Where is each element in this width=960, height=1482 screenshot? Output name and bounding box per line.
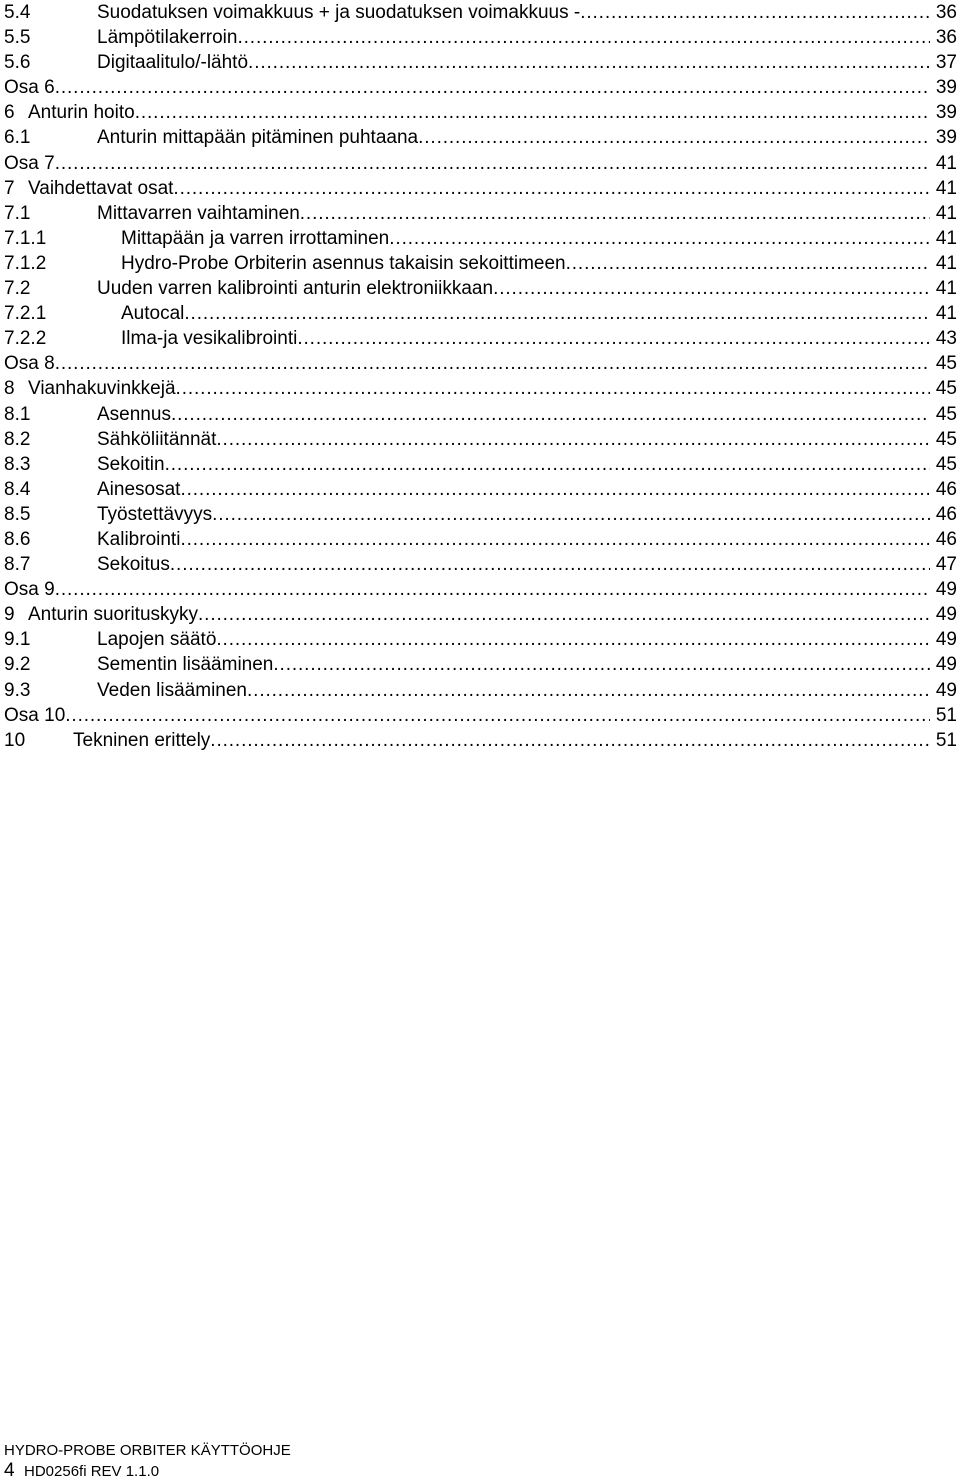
toc-entry-number: 9.3 bbox=[4, 679, 31, 701]
toc-entry-number: 8.2 bbox=[4, 428, 31, 450]
toc-entry-title: Ilma-ja vesikalibrointi bbox=[121, 328, 298, 350]
toc-entry[interactable] bbox=[4, 226, 957, 251]
toc-entry-number: 9 bbox=[4, 604, 15, 626]
toc-entry[interactable] bbox=[4, 251, 957, 276]
toc-entry[interactable] bbox=[4, 427, 957, 452]
toc-entry-number: 5.6 bbox=[4, 52, 31, 74]
footer-doc-title: HYDRO-PROBE ORBITER KÄYTTÖOHJE bbox=[4, 1442, 291, 1459]
toc-entry-number: 8 bbox=[4, 378, 15, 400]
toc-entry-title: Anturin mittapään pitäminen puhtaana bbox=[97, 127, 419, 149]
toc-entry-page: 45 bbox=[935, 353, 957, 375]
toc-dot-leader bbox=[55, 351, 930, 376]
page-footer bbox=[4, 1441, 291, 1482]
toc-entry[interactable] bbox=[4, 678, 957, 703]
toc-entry-page: 46 bbox=[935, 478, 957, 500]
toc-dot-leader bbox=[198, 602, 930, 627]
toc-dot-leader bbox=[171, 402, 930, 427]
toc-dot-leader bbox=[65, 703, 930, 728]
toc-dot-leader bbox=[216, 627, 929, 652]
toc-dot-leader bbox=[493, 276, 930, 301]
toc-entry-number: 8.3 bbox=[4, 453, 31, 475]
toc-dot-leader bbox=[212, 502, 930, 527]
footer-doc-code: HD0256fi REV 1.1.0 bbox=[24, 1463, 160, 1480]
toc-entry[interactable] bbox=[4, 477, 957, 502]
toc-entry-number: 5.5 bbox=[4, 27, 31, 49]
toc-entry-page: 39 bbox=[935, 77, 957, 99]
toc-dot-leader bbox=[216, 427, 929, 452]
toc-entry-title: Anturin suorituskyky bbox=[28, 604, 199, 626]
toc-entry-page: 41 bbox=[935, 177, 957, 199]
toc-entry-number: 7.2.1 bbox=[4, 303, 47, 325]
toc-entry-page: 41 bbox=[935, 202, 957, 224]
toc-entry-title: Uuden varren kalibrointi anturin elektroniikkaan bbox=[97, 278, 494, 300]
toc-entry[interactable] bbox=[4, 728, 957, 753]
toc-entry-title: Mittapään ja varren irrottaminen bbox=[121, 227, 390, 249]
toc-entry-page: 41 bbox=[935, 252, 957, 274]
toc-dot-leader bbox=[210, 728, 930, 753]
toc-entry[interactable] bbox=[4, 652, 957, 677]
toc-entry[interactable] bbox=[4, 75, 957, 100]
toc-entry-title: Osa 6 bbox=[4, 77, 55, 99]
toc-entry-page: 49 bbox=[935, 629, 957, 651]
toc-entry-number: 9.1 bbox=[4, 629, 31, 651]
toc-dot-leader bbox=[237, 25, 929, 50]
toc-entry[interactable] bbox=[4, 703, 957, 728]
toc-entry-title: Vianhakuvinkkejä bbox=[28, 378, 176, 400]
toc-entry-number: 7.1 bbox=[4, 202, 31, 224]
toc-entry-title: Osa 8 bbox=[4, 353, 55, 375]
toc-entry-page: 47 bbox=[935, 554, 957, 576]
toc-entry[interactable] bbox=[4, 351, 957, 376]
toc-entry-page: 39 bbox=[935, 127, 957, 149]
toc-entry[interactable] bbox=[4, 527, 957, 552]
toc-dot-leader bbox=[580, 0, 930, 25]
toc-entry-page: 39 bbox=[935, 102, 957, 124]
toc-entry[interactable] bbox=[4, 25, 957, 50]
toc-entry-title: Sekoitin bbox=[97, 453, 165, 475]
toc-dot-leader bbox=[297, 326, 930, 351]
toc-entry-title: Osa 10 bbox=[4, 704, 66, 726]
toc-entry-page: 45 bbox=[935, 378, 957, 400]
toc-entry-title: Hydro-Probe Orbiterin asennus takaisin sekoittimeen bbox=[121, 252, 566, 274]
toc-dot-leader bbox=[176, 376, 930, 401]
toc-entry-title: Digitaalitulo/-lähtö bbox=[97, 52, 249, 74]
toc-entry-title: Asennus bbox=[97, 403, 171, 425]
toc-entry-number: 8.4 bbox=[4, 478, 31, 500]
toc-entry[interactable] bbox=[4, 502, 957, 527]
toc-entry[interactable] bbox=[4, 0, 957, 25]
toc-entry-number: 8.7 bbox=[4, 554, 31, 576]
toc-entry-title: Lämpötilakerroin bbox=[97, 27, 238, 49]
toc-dot-leader bbox=[273, 652, 929, 677]
toc-entry-title: Veden lisääminen bbox=[97, 679, 247, 701]
toc-entry-number: 10 bbox=[4, 729, 26, 751]
toc-dot-leader bbox=[170, 552, 930, 577]
toc-dot-leader bbox=[418, 125, 930, 150]
toc-entry-number: 6 bbox=[4, 102, 15, 124]
toc-entry[interactable] bbox=[4, 50, 957, 75]
toc-entry[interactable] bbox=[4, 301, 957, 326]
toc-entry-title: Sekoitus bbox=[97, 554, 170, 576]
toc-dot-leader bbox=[566, 251, 930, 276]
toc-entry-title: Lapojen säätö bbox=[97, 629, 217, 651]
toc-entry[interactable] bbox=[4, 552, 957, 577]
toc-entry-page: 49 bbox=[935, 604, 957, 626]
toc-entry[interactable] bbox=[4, 577, 957, 602]
toc-entry-page: 46 bbox=[935, 503, 957, 525]
toc-entry-title: Autocal bbox=[121, 303, 185, 325]
toc-entry-page: 41 bbox=[935, 227, 957, 249]
toc-entry-title: Sementin lisääminen bbox=[97, 654, 274, 676]
toc-entry[interactable] bbox=[4, 402, 957, 427]
toc-entry[interactable] bbox=[4, 125, 957, 150]
toc-dot-leader bbox=[55, 151, 930, 176]
toc-entry-page: 51 bbox=[935, 704, 957, 726]
toc-entry-page: 41 bbox=[935, 303, 957, 325]
toc-dot-leader bbox=[389, 226, 930, 251]
toc-entry-page: 46 bbox=[935, 528, 957, 550]
toc-entry[interactable] bbox=[4, 602, 957, 627]
toc-entry[interactable] bbox=[4, 326, 957, 351]
toc-entry-page: 49 bbox=[935, 679, 957, 701]
toc-entry-title: Osa 7 bbox=[4, 152, 55, 174]
toc-entry-number: 7.1.1 bbox=[4, 227, 47, 249]
toc-entry-number: 8.5 bbox=[4, 503, 31, 525]
toc-entry-page: 45 bbox=[935, 403, 957, 425]
toc-entry-page: 51 bbox=[935, 729, 957, 751]
table-of-contents bbox=[4, 0, 957, 753]
toc-entry-number: 9.2 bbox=[4, 654, 31, 676]
toc-entry-title: Sähköliitännät bbox=[97, 428, 217, 450]
toc-entry-number: 6.1 bbox=[4, 127, 31, 149]
toc-entry[interactable] bbox=[4, 376, 957, 401]
toc-entry-title: Anturin hoito bbox=[28, 102, 135, 124]
toc-entry-number: 7.1.2 bbox=[4, 252, 47, 274]
toc-entry-number: 7.2 bbox=[4, 278, 31, 300]
toc-entry-title: Vaihdettavat osat bbox=[28, 177, 174, 199]
toc-dot-leader bbox=[55, 75, 930, 100]
toc-dot-leader bbox=[248, 50, 930, 75]
toc-dot-leader bbox=[173, 176, 929, 201]
footer-page-number: 4 bbox=[4, 1460, 15, 1481]
toc-entry-page: 45 bbox=[935, 453, 957, 475]
toc-entry-title: Mittavarren vaihtaminen bbox=[97, 202, 300, 224]
toc-dot-leader bbox=[165, 452, 930, 477]
toc-entry-number: 8.1 bbox=[4, 403, 31, 425]
toc-dot-leader bbox=[135, 100, 930, 125]
toc-entry-title: Ainesosat bbox=[97, 478, 181, 500]
toc-dot-leader bbox=[55, 577, 930, 602]
toc-entry[interactable] bbox=[4, 201, 957, 226]
toc-entry-title: Kalibrointi bbox=[97, 528, 181, 550]
toc-entry-page: 36 bbox=[935, 27, 957, 49]
toc-entry-page: 36 bbox=[935, 2, 957, 23]
toc-entry[interactable] bbox=[4, 452, 957, 477]
toc-dot-leader bbox=[300, 201, 930, 226]
toc-entry-page: 45 bbox=[935, 428, 957, 450]
toc-entry-page: 37 bbox=[935, 52, 957, 74]
toc-entry-number: 8.6 bbox=[4, 528, 31, 550]
toc-dot-leader bbox=[180, 477, 929, 502]
toc-entry-page: 49 bbox=[935, 654, 957, 676]
toc-entry-title: Tekninen erittely bbox=[73, 729, 211, 751]
toc-entry-number: 7 bbox=[4, 177, 15, 199]
toc-entry[interactable] bbox=[4, 627, 957, 652]
toc-dot-leader bbox=[180, 527, 929, 552]
toc-entry-page: 43 bbox=[935, 328, 957, 350]
toc-entry-number: 7.2.2 bbox=[4, 328, 47, 350]
toc-dot-leader bbox=[247, 678, 930, 703]
toc-entry[interactable] bbox=[4, 100, 957, 125]
toc-dot-leader bbox=[184, 301, 929, 326]
toc-entry-title: Työstettävyys bbox=[97, 503, 213, 525]
toc-entry[interactable] bbox=[4, 276, 957, 301]
toc-entry-page: 49 bbox=[935, 579, 957, 601]
toc-entry[interactable] bbox=[4, 176, 957, 201]
toc-entry-title: Suodatuksen voimakkuus + ja suodatuksen voimakkuus - bbox=[97, 2, 581, 23]
toc-entry-number: 5.4 bbox=[4, 2, 31, 23]
toc-entry-page: 41 bbox=[935, 152, 957, 174]
toc-entry-title: Osa 9 bbox=[4, 579, 55, 601]
toc-entry[interactable] bbox=[4, 151, 957, 176]
toc-entry-page: 41 bbox=[935, 278, 957, 300]
